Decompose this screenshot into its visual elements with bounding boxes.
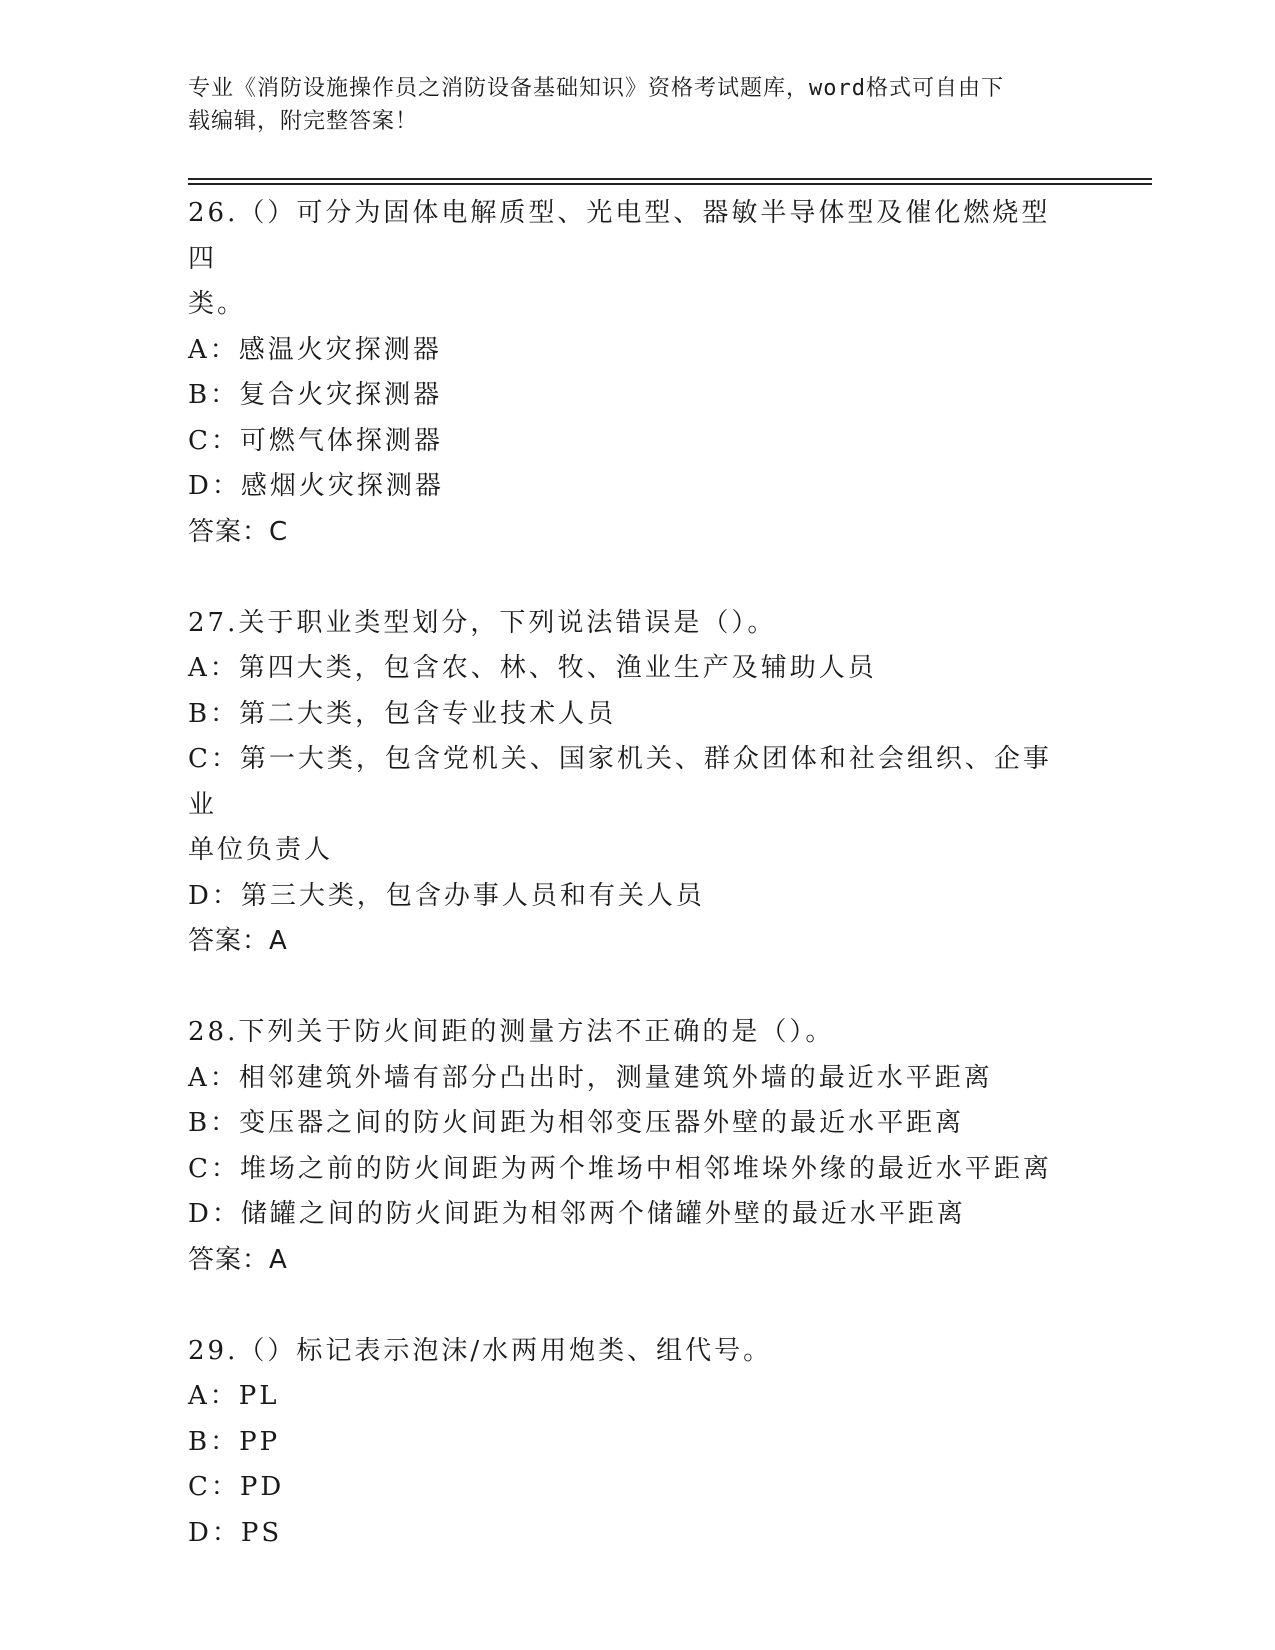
question-29	[188, 1329, 1078, 1557]
option-b: B：PP	[188, 1426, 281, 1457]
option-c-continued: 单位负责人	[188, 835, 334, 865]
question-stem-continued: 类。	[188, 289, 247, 319]
question-28	[188, 1010, 1078, 1283]
answer-key: 答案：A	[188, 926, 288, 956]
header-divider-top	[188, 178, 1152, 180]
header-line-2: 载编辑，附完整答案！	[188, 109, 419, 134]
option-c: C：可燃气体探测器	[188, 425, 443, 456]
option-d: D：感烟火灾探测器	[188, 471, 444, 501]
option-a: A：PL	[188, 1381, 280, 1411]
option-b: B：复合火灾探测器	[188, 380, 443, 410]
option-c: C：PD	[188, 1472, 285, 1502]
option-a: A：第四大类，包含农、林、牧、渔业生产及辅助人员	[188, 653, 877, 683]
question-26	[188, 191, 1078, 555]
option-d: D：第三大类，包含办事人员和有关人员	[188, 880, 705, 911]
option-b: B：变压器之间的防火间距为相邻变压器外壁的最近水平距离	[188, 1108, 965, 1138]
answer-key: 答案：C	[188, 516, 289, 547]
option-b: B：第二大类，包含专业技术人员	[188, 698, 617, 729]
question-spacer	[188, 555, 1078, 601]
option-d: D：PS	[188, 1517, 283, 1548]
answer-key: 答案：A	[188, 1244, 288, 1275]
option-a: A：相邻建筑外墙有部分凸出时，测量建筑外墙的最近水平距离	[188, 1062, 993, 1093]
document-header	[188, 72, 1068, 138]
question-list	[188, 191, 1078, 1556]
option-a: A：感温火灾探测器	[188, 334, 442, 365]
question-27	[188, 601, 1078, 965]
header-divider-bottom	[188, 183, 1152, 185]
option-c: C：第一大类，包含党机关、国家机关、群众团体和社会组织、企事业	[188, 744, 1052, 820]
question-spacer	[188, 965, 1078, 1011]
question-spacer	[188, 1283, 1078, 1329]
option-c: C：堆场之前的防火间距为两个堆场中相邻堆垛外缘的最近水平距离	[188, 1153, 1052, 1184]
question-stem: 29.（）标记表示泡沫/水两用炮类、组代号。	[188, 1335, 773, 1366]
question-stem: 28.下列关于防火间距的测量方法不正确的是（）。	[188, 1017, 835, 1047]
question-stem: 26.（）可分为固体电解质型、光电型、器敏半导体型及催化燃烧型四	[188, 198, 1051, 274]
question-stem: 27.关于职业类型划分，下列说法错误是（）。	[188, 607, 777, 638]
option-d: D：储罐之间的防火间距为相邻两个储罐外壁的最近水平距离	[188, 1199, 966, 1229]
header-line-1: 专业《消防设施操作员之消防设备基础知识》资格考试题库，word格式可自由下	[188, 76, 1004, 101]
